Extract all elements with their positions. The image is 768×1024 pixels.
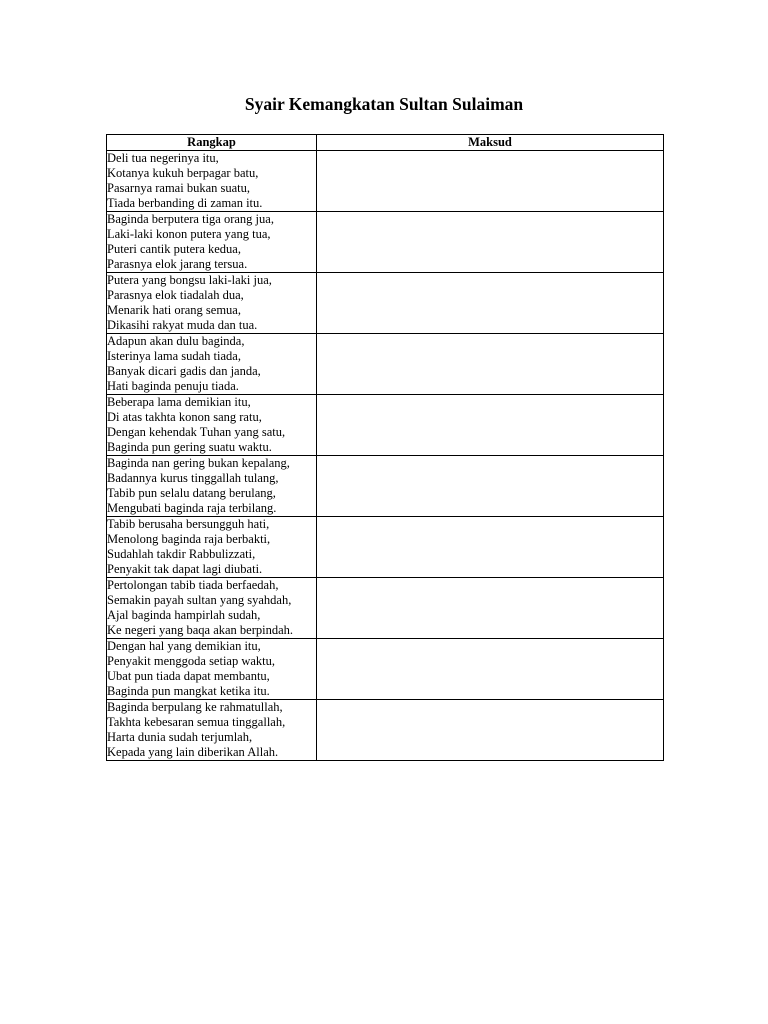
stanza-line: Baginda nan gering bukan kepalang, bbox=[107, 456, 290, 470]
stanza-line: Pasarnya ramai bukan suatu, bbox=[107, 181, 251, 195]
maksud-cell bbox=[317, 212, 664, 273]
rangkap-cell bbox=[107, 334, 317, 395]
stanza-line: Baginda pun gering suatu waktu. bbox=[107, 440, 272, 454]
table-row bbox=[107, 578, 664, 639]
table-body bbox=[107, 151, 664, 761]
poem-table bbox=[106, 134, 664, 761]
stanza-line: Puteri cantik putera kedua, bbox=[107, 242, 241, 256]
rangkap-cell bbox=[107, 578, 317, 639]
rangkap-cell bbox=[107, 517, 317, 578]
table-row bbox=[107, 517, 664, 578]
maksud-cell bbox=[317, 334, 664, 395]
stanza-line: Penyakit menggoda setiap waktu, bbox=[107, 654, 276, 668]
rangkap-cell bbox=[107, 456, 317, 517]
stanza-line: Banyak dicari gadis dan janda, bbox=[107, 364, 261, 378]
stanza-line: Semakin payah sultan yang syahdah, bbox=[107, 593, 292, 607]
table-row bbox=[107, 700, 664, 761]
rangkap-cell bbox=[107, 151, 317, 212]
maksud-cell bbox=[317, 700, 664, 761]
rangkap-cell bbox=[107, 395, 317, 456]
stanza-line: Mengubati baginda raja terbilang. bbox=[107, 501, 277, 515]
table-row bbox=[107, 334, 664, 395]
stanza-line: Isterinya lama sudah tiada, bbox=[107, 349, 241, 363]
stanza-line: Tabib berusaha bersungguh hati, bbox=[107, 517, 270, 531]
stanza-line: Baginda berputera tiga orang jua, bbox=[107, 212, 274, 226]
stanza-line: Harta dunia sudah terjumlah, bbox=[107, 730, 253, 744]
maksud-cell bbox=[317, 456, 664, 517]
stanza-line: Adapun akan dulu baginda, bbox=[107, 334, 245, 348]
stanza-line: Beberapa lama demikian itu, bbox=[107, 395, 251, 409]
document-title: Syair Kemangkatan Sultan Sulaiman bbox=[244, 94, 524, 114]
stanza-line: Baginda pun mangkat ketika itu. bbox=[107, 684, 270, 698]
maksud-cell bbox=[317, 639, 664, 700]
stanza-line: Takhta kebesaran semua tinggallah, bbox=[107, 715, 286, 729]
maksud-cell bbox=[317, 395, 664, 456]
stanza-line: Ubat pun tiada dapat membantu, bbox=[107, 669, 270, 683]
stanza-line: Di atas takhta konon sang ratu, bbox=[107, 410, 262, 424]
maksud-cell bbox=[317, 273, 664, 334]
table-row bbox=[107, 456, 664, 517]
stanza-line: Dikasihi rakyat muda dan tua. bbox=[107, 318, 258, 332]
table-row bbox=[107, 395, 664, 456]
stanza-line: Kepada yang lain diberikan Allah. bbox=[107, 745, 279, 759]
column-header-rangkap: Rangkap bbox=[107, 135, 317, 151]
stanza-line: Parasnya elok jarang tersua. bbox=[107, 257, 248, 271]
stanza-line: Pertolongan tabib tiada berfaedah, bbox=[107, 578, 279, 592]
table-row bbox=[107, 639, 664, 700]
stanza-line: Kotanya kukuh berpagar batu, bbox=[107, 166, 259, 180]
maksud-cell bbox=[317, 517, 664, 578]
stanza-line: Tabib pun selalu datang berulang, bbox=[107, 486, 276, 500]
table-header-row bbox=[107, 135, 664, 151]
stanza-line: Badannya kurus tinggallah tulang, bbox=[107, 471, 279, 485]
stanza-line: Dengan hal yang demikian itu, bbox=[107, 639, 261, 653]
stanza-line: Dengan kehendak Tuhan yang satu, bbox=[107, 425, 286, 439]
stanza-line: Laki-laki konon putera yang tua, bbox=[107, 227, 271, 241]
maksud-cell bbox=[317, 578, 664, 639]
stanza-line: Ke negeri yang baqa akan berpindah. bbox=[107, 623, 294, 637]
stanza-line: Hati baginda penuju tiada. bbox=[107, 379, 239, 393]
stanza-line: Putera yang bongsu laki-laki jua, bbox=[107, 273, 272, 287]
rangkap-cell bbox=[107, 639, 317, 700]
stanza-line: Menolong baginda raja berbakti, bbox=[107, 532, 271, 546]
stanza-line: Ajal baginda hampirlah sudah, bbox=[107, 608, 261, 622]
table-row bbox=[107, 212, 664, 273]
stanza-line: Baginda berpulang ke rahmatullah, bbox=[107, 700, 283, 714]
table-row bbox=[107, 151, 664, 212]
stanza-line: Parasnya elok tiadalah dua, bbox=[107, 288, 244, 302]
table-row bbox=[107, 273, 664, 334]
rangkap-cell bbox=[107, 273, 317, 334]
maksud-cell bbox=[317, 151, 664, 212]
column-header-maksud: Maksud bbox=[317, 135, 664, 151]
stanza-line: Deli tua negerinya itu, bbox=[107, 151, 219, 165]
stanza-line: Sudahlah takdir Rabbulizzati, bbox=[107, 547, 256, 561]
stanza-line: Penyakit tak dapat lagi diubati. bbox=[107, 562, 263, 576]
rangkap-cell bbox=[107, 212, 317, 273]
stanza-line: Tiada berbanding di zaman itu. bbox=[107, 196, 263, 210]
stanza-line: Menarik hati orang semua, bbox=[107, 303, 241, 317]
rangkap-cell bbox=[107, 700, 317, 761]
